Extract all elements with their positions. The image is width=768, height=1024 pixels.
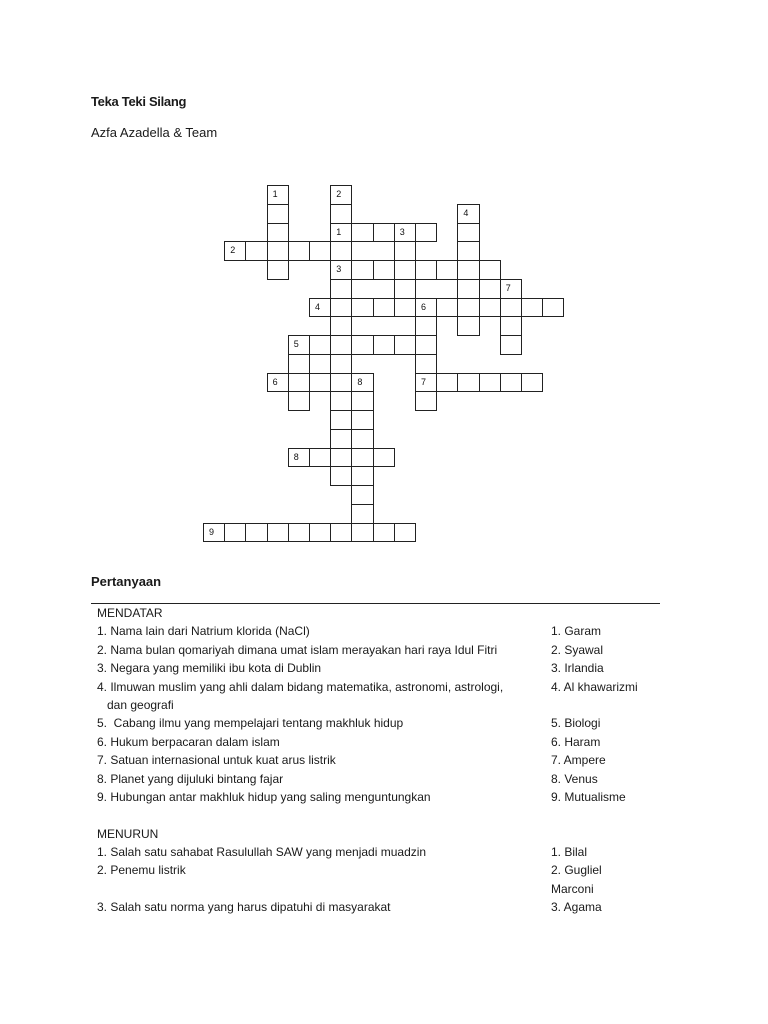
table-row — [91, 733, 660, 751]
crossword-cell — [415, 373, 437, 393]
table-row — [91, 898, 660, 916]
blank-row — [91, 806, 660, 824]
crossword-cell — [351, 373, 373, 393]
crossword-cell — [436, 298, 458, 318]
crossword-cell — [288, 335, 310, 355]
answer-text: 2. Syawal — [551, 642, 604, 657]
crossword-cell — [330, 241, 352, 261]
crossword-cell — [288, 448, 310, 468]
clue-number: 1 — [272, 189, 278, 199]
crossword-cell — [373, 448, 395, 468]
questions-table — [91, 603, 660, 917]
clue-text: 2. Nama bulan qomariyah dimana umat islam merayakan hari raya Idul Fitri — [97, 642, 498, 657]
clue-text: 5. Cabang ilmu yang mempelajari tentang makhluk hidup — [97, 716, 404, 731]
crossword-cell — [330, 204, 352, 224]
clue-number: 2 — [336, 189, 342, 199]
crossword-cell — [394, 523, 416, 543]
crossword-cell — [457, 223, 479, 243]
crossword-cell — [309, 448, 331, 468]
table-row — [91, 714, 660, 732]
clue-text: 9. Hubungan antar makhluk hidup yang saling menguntungkan — [97, 789, 431, 804]
crossword-cell — [373, 335, 395, 355]
crossword-cell — [415, 298, 437, 318]
clue-text: 2. Penemu listrik — [97, 863, 186, 878]
crossword-cell — [457, 241, 479, 261]
answer-text: 2. Gugliel — [551, 863, 602, 878]
answer-text: 6. Haram — [551, 734, 601, 749]
crossword-cell — [394, 279, 416, 299]
crossword-cell — [330, 260, 352, 280]
crossword-cell — [330, 410, 352, 430]
crossword-cell — [521, 373, 543, 393]
crossword-cell — [330, 391, 352, 411]
crossword-cell — [288, 523, 310, 543]
crossword-cell — [351, 391, 373, 411]
table-row — [91, 622, 660, 640]
table-row — [91, 604, 660, 622]
crossword-cell — [457, 373, 479, 393]
clue-number: 7 — [421, 376, 427, 387]
crossword-cell — [351, 223, 373, 243]
crossword-cell — [330, 223, 352, 243]
crossword-cell — [479, 373, 501, 393]
clue-number: 4 — [315, 301, 321, 312]
crossword-cell — [373, 223, 395, 243]
answer-text: 1. Garam — [551, 624, 602, 639]
answer-text: 5. Biologi — [551, 716, 601, 731]
crossword-cell — [245, 523, 267, 543]
crossword-cell — [415, 223, 437, 243]
crossword-cell — [394, 335, 416, 355]
crossword-cell — [330, 298, 352, 318]
crossword-cell — [267, 241, 289, 261]
crossword-cell — [436, 373, 458, 393]
answer-text: 3. Irlandia — [551, 661, 604, 676]
answer-text-continuation: Marconi — [551, 881, 594, 896]
crossword-cell — [500, 373, 522, 393]
crossword-cell — [415, 354, 437, 374]
crossword-cell — [267, 223, 289, 243]
table-row — [91, 678, 660, 696]
answer-text: 7. Ampere — [551, 753, 606, 768]
crossword-cell — [394, 298, 416, 318]
clue-text: 7. Satuan internasional untuk kuat arus listrik — [97, 753, 336, 768]
crossword-cell — [351, 298, 373, 318]
clue-text-continuation: dan geografi — [107, 697, 174, 712]
crossword-cell — [351, 485, 373, 505]
crossword-cell — [203, 523, 225, 543]
clue-text: 1. Salah satu sahabat Rasulullah SAW yang menjadi muadzin — [97, 845, 427, 860]
crossword-cell — [330, 466, 352, 486]
crossword-cell — [309, 373, 331, 393]
crossword-cell — [521, 298, 543, 318]
crossword-cell — [457, 279, 479, 299]
crossword-cell — [500, 298, 522, 318]
crossword-cell — [330, 373, 352, 393]
crossword-cell — [457, 298, 479, 318]
crossword-cell — [288, 391, 310, 411]
crossword-cell — [351, 523, 373, 543]
crossword-cell — [309, 298, 331, 318]
crossword-cell — [330, 185, 352, 205]
answer-text: 4. Al khawarizmi — [551, 679, 638, 694]
table-row — [91, 641, 660, 659]
crossword-cell — [479, 298, 501, 318]
crossword-cell — [351, 504, 373, 524]
crossword-cell — [267, 185, 289, 205]
crossword-cell — [330, 448, 352, 468]
table-row — [91, 788, 660, 806]
crossword-cell — [267, 204, 289, 224]
crossword-cell — [373, 260, 395, 280]
table-row — [91, 659, 660, 677]
document-title: Teka Teki Silang — [91, 94, 187, 109]
table-row — [91, 770, 660, 788]
crossword-cell — [245, 241, 267, 261]
table-row — [91, 696, 660, 714]
crossword-cell — [288, 241, 310, 261]
crossword-cell — [224, 523, 246, 543]
crossword-cell — [330, 335, 352, 355]
crossword-cell — [415, 260, 437, 280]
table-row — [91, 825, 660, 843]
table-row — [91, 880, 660, 898]
crossword-cell — [479, 260, 501, 280]
clue-text: 6. Hukum berpacaran dalam islam — [97, 734, 280, 749]
crossword-cell — [457, 260, 479, 280]
crossword-cell — [351, 429, 373, 449]
crossword-cell — [500, 316, 522, 336]
crossword-cell — [309, 241, 331, 261]
crossword-cell — [373, 523, 395, 543]
crossword-cell — [457, 204, 479, 224]
crossword-cell — [436, 260, 458, 280]
crossword-cell — [457, 316, 479, 336]
crossword-cell — [500, 279, 522, 299]
crossword-cell — [373, 298, 395, 318]
clue-number: 8 — [357, 376, 363, 387]
crossword-cell — [224, 241, 246, 261]
crossword-cell — [351, 448, 373, 468]
clue-text: 3. Negara yang memiliki ibu kota di Dublin — [97, 661, 322, 676]
crossword-cell — [351, 410, 373, 430]
crossword-cell — [309, 523, 331, 543]
crossword-cell — [267, 373, 289, 393]
crossword-cell — [288, 373, 310, 393]
clue-number: 2 — [230, 245, 236, 256]
crossword-cell — [351, 260, 373, 280]
crossword-cell — [415, 316, 437, 336]
clue-number: 6 — [272, 376, 278, 387]
crossword-cell — [330, 354, 352, 374]
crossword-cell — [330, 523, 352, 543]
questions-heading: Pertanyaan — [91, 574, 162, 589]
crossword-cell — [394, 241, 416, 261]
crossword-cell — [288, 354, 310, 374]
clue-text: 8. Planet yang dijuluki bintang fajar — [97, 771, 284, 786]
crossword-cell — [394, 260, 416, 280]
table-row — [91, 751, 660, 769]
crossword-cell — [415, 335, 437, 355]
document-author: Azfa Azadella & Team — [91, 125, 218, 140]
down-heading: MENURUN — [97, 826, 159, 841]
crossword-cell — [394, 223, 416, 243]
crossword-cell — [542, 298, 564, 318]
crossword-cell — [415, 391, 437, 411]
clue-spacer — [91, 880, 551, 898]
crossword-cell — [267, 260, 289, 280]
clue-number: 9 — [209, 526, 215, 537]
crossword-cell — [267, 523, 289, 543]
clue-number: 4 — [463, 207, 469, 218]
answer-text: 3. Agama — [551, 900, 602, 915]
clue-text: 1. Nama lain dari Natrium klorida (NaCl) — [97, 624, 310, 639]
answer-text: 1. Bilal — [551, 845, 588, 860]
clue-text: 3. Salah satu norma yang harus dipatuhi di masyarakat — [97, 900, 391, 915]
crossword-cell — [330, 279, 352, 299]
table-row — [91, 861, 660, 879]
answer-text: 8. Venus — [551, 771, 598, 786]
clue-number: 7 — [505, 282, 511, 293]
clue-number: 1 — [336, 226, 342, 237]
clue-number: 8 — [293, 451, 299, 462]
answer-text: 9. Mutualisme — [551, 789, 626, 804]
clue-number: 6 — [421, 301, 427, 312]
crossword-cell — [309, 335, 331, 355]
across-heading: MENDATAR — [97, 606, 163, 620]
crossword-cell — [330, 429, 352, 449]
clue-number: 3 — [399, 226, 405, 237]
table-row — [91, 843, 660, 861]
crossword-cell — [351, 466, 373, 486]
crossword-cell — [500, 335, 522, 355]
clue-text: 4. Ilmuwan muslim yang ahli dalam bidang matematika, astronomi, astrologi, — [97, 679, 504, 694]
crossword-cell — [330, 316, 352, 336]
clue-number: 5 — [293, 339, 299, 349]
clue-number: 3 — [336, 264, 342, 274]
crossword-grid — [203, 185, 565, 543]
crossword-cell — [351, 335, 373, 355]
